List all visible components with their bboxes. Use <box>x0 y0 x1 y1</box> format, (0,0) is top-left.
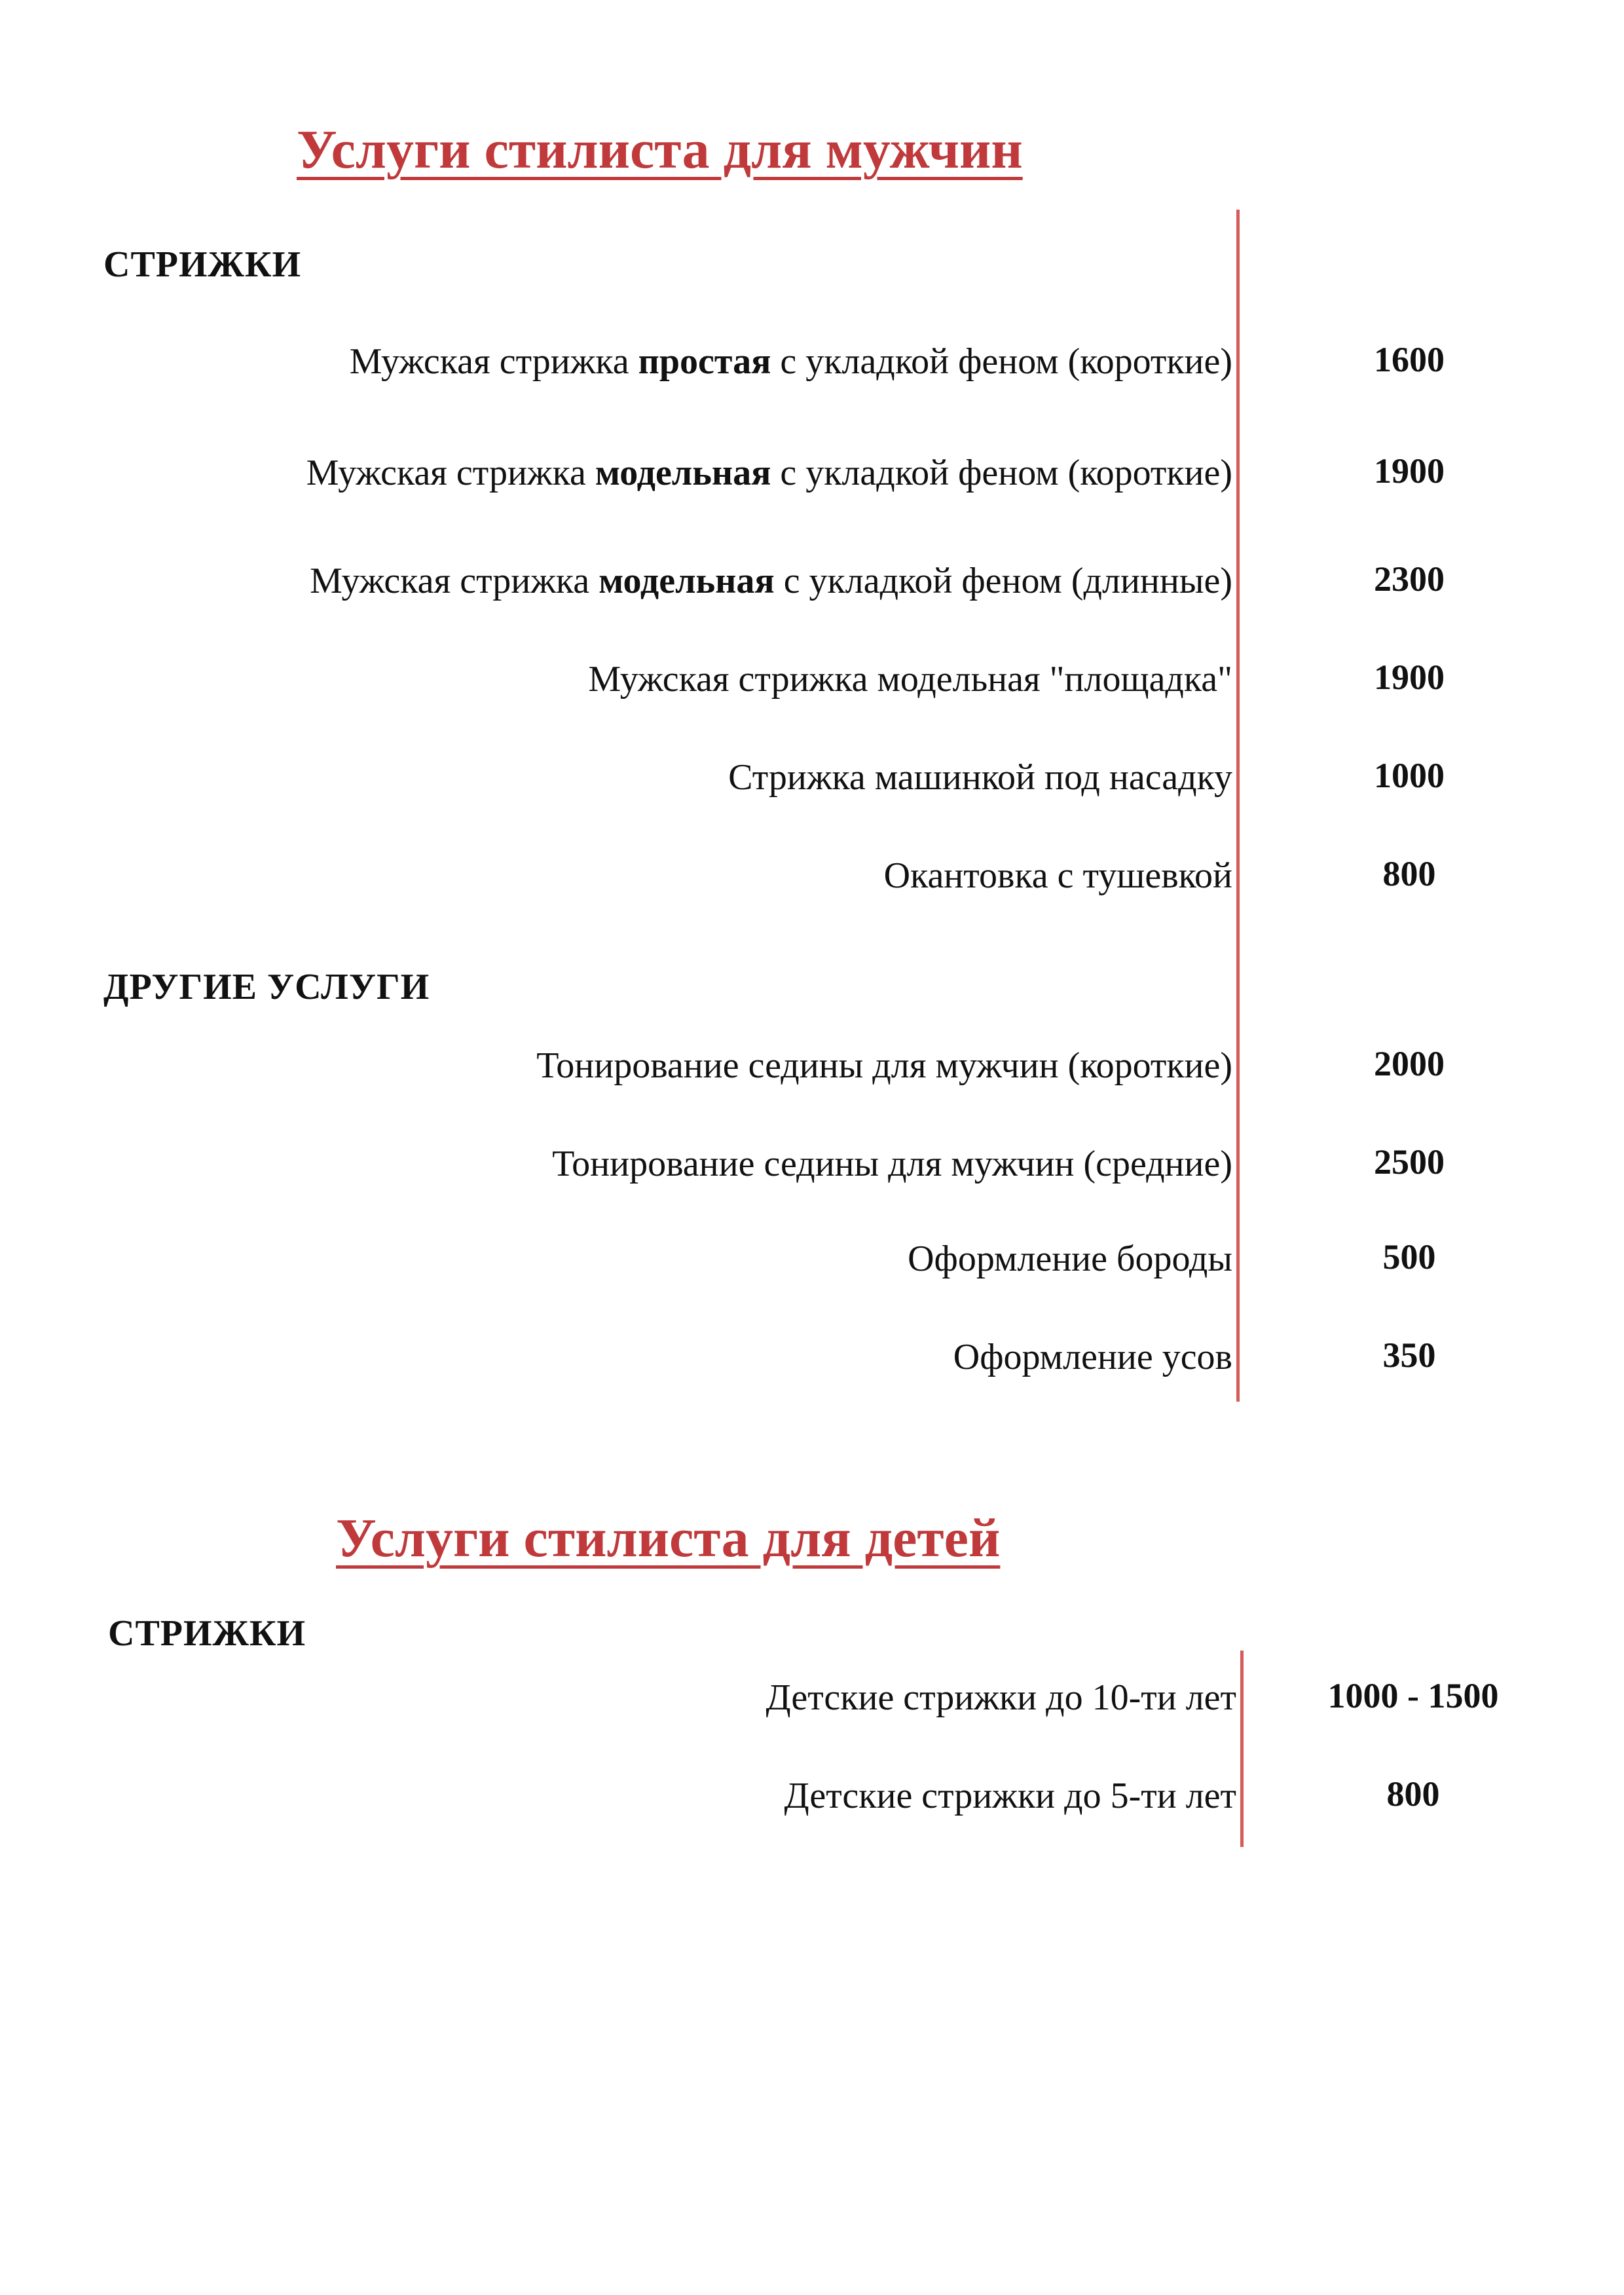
men-haircut-price: 1600 <box>1374 340 1445 379</box>
kids-haircut-service-text: Детские стрижки до 10-ти лет <box>766 1677 1236 1718</box>
men-haircut-service-name <box>350 341 1232 382</box>
men-haircut-service-name <box>310 560 1232 602</box>
men-other-price: 350 <box>1382 1335 1436 1375</box>
men-haircut-service-text: Стрижка машинкой под насадку <box>728 757 1232 798</box>
kids-haircut-service-name <box>766 1677 1236 1719</box>
men-other-price: 2500 <box>1374 1142 1445 1182</box>
men-other-price: 500 <box>1382 1237 1436 1277</box>
men-haircut-price: 1000 <box>1374 756 1445 795</box>
kids-haircut-price: 1000 - 1500 <box>1327 1676 1499 1715</box>
men-other-price: 2000 <box>1374 1044 1445 1083</box>
men-haircut-service-emphasis: модельная <box>595 453 771 493</box>
kids-haircut-price: 800 <box>1386 1774 1440 1814</box>
men-other-service-text: Тонирование седины для мужчин (средние) <box>552 1144 1232 1184</box>
men-haircut-price: 800 <box>1382 854 1436 893</box>
men-haircut-service-text-suffix: с укладкой феном (короткие) <box>771 453 1232 493</box>
men-other-heading: ДРУГИЕ УСЛУГИ <box>103 967 430 1007</box>
men-haircut-service-name <box>728 756 1232 798</box>
kids-haircut-service-text: Детские стрижки до 5-ти лет <box>784 1776 1236 1816</box>
men-haircut-service-text-suffix: с укладкой феном (короткие) <box>771 341 1232 382</box>
men-haircut-service-text: Мужская стрижка модельная "площадка" <box>588 659 1232 700</box>
men-other-service-text: Оформление усов <box>953 1337 1232 1377</box>
men-divider-line <box>1236 210 1240 1402</box>
men-haircut-service-name <box>884 855 1232 897</box>
men-section-title: Услуги стилиста для мужчин <box>297 119 1023 180</box>
kids-haircut-service-name <box>784 1775 1236 1817</box>
men-haircuts-heading: СТРИЖКИ <box>103 244 302 285</box>
kids-haircuts-heading: СТРИЖКИ <box>108 1613 306 1654</box>
men-haircut-service-name <box>588 658 1232 700</box>
men-haircut-service-text: Мужская стрижка <box>306 453 595 493</box>
men-haircut-service-text: Мужская стрижка <box>349 341 638 382</box>
men-other-service-name <box>536 1045 1232 1087</box>
men-haircut-service-text-suffix: с укладкой феном (длинные) <box>774 561 1232 601</box>
men-haircut-service-emphasis: модельная <box>599 561 775 601</box>
men-haircut-price: 1900 <box>1374 451 1445 491</box>
men-other-service-text: Тонирование седины для мужчин (короткие) <box>536 1045 1232 1086</box>
men-haircut-price: 1900 <box>1374 658 1445 697</box>
kids-section-title: Услуги стилиста для детей <box>336 1508 1001 1569</box>
men-other-service-name <box>552 1143 1232 1185</box>
men-haircut-price: 2300 <box>1374 559 1445 599</box>
men-haircut-service-emphasis: простая <box>638 341 771 382</box>
men-other-service-text: Оформление бороды <box>908 1239 1232 1279</box>
men-haircut-service-text: Мужская стрижка <box>310 561 599 601</box>
men-haircut-service-text: Окантовка с тушевкой <box>883 855 1232 896</box>
kids-divider-line <box>1240 1651 1244 1847</box>
men-other-service-name <box>953 1336 1232 1378</box>
men-other-service-name <box>908 1238 1232 1280</box>
men-haircut-service-name <box>306 452 1232 494</box>
